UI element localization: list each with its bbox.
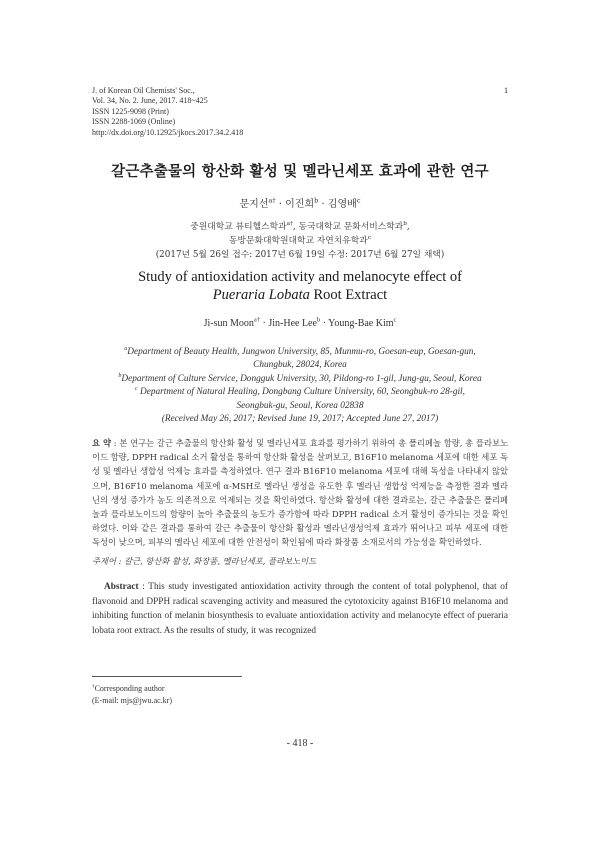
english-title-line1: Study of antioxidation activity and melanocyte effect of (138, 269, 462, 285)
author-1-sup: a† (268, 196, 276, 205)
journal-name: J. of Korean Oil Chemists' Soc., (92, 86, 195, 95)
korean-title: 갈근추출물의 항산화 활성 및 멜라닌세포 효과에 관한 연구 (111, 163, 489, 180)
journal-header (92, 86, 243, 138)
folio-page-number: - 418 - (286, 738, 314, 749)
english-author-1-sup: a† (253, 316, 261, 324)
affil-b: Department of Culture Service, Dongguk University, 30, Pildong-ro 1-gil, Jung-gu, Seoul, Korea (121, 373, 482, 384)
issn-print: ISSN 1225-9098 (Print) (92, 106, 169, 116)
english-author-3: · Young-Bae Kim (320, 318, 394, 329)
issn-online: ISSN 2288-1069 (Online) (92, 117, 176, 127)
korean-affil-1c: , (406, 222, 410, 232)
korean-affil-1-sup: a† (286, 221, 293, 228)
korean-abstract-label: 요 약 (92, 438, 112, 448)
korean-authors (60, 195, 540, 210)
affil-a-line2: Chungbuk, 28024, Korea (253, 360, 347, 371)
korean-affil-1b-sup: b (403, 221, 407, 228)
korean-abstract-text: : 본 연구는 갈근 추출물의 항산화 활성 및 멜라닌세포 효과를 평가하기 위하여 총 폴리페놀 함량, 총 플라보노이드 함량, DPPH radical 소거 활성을 통하여 항산화 활성을 살펴보고, B16F10 melanoma 세포에 대한 세포 독성 및 멜라닌 생합성 억제능 효과를 측정하였다. 연구 결과 B16F10 melanoma 세포에 대해 독성을 나타내지 않았으며, B16F10 melanoma 세포에 α-MSH로 멜라닌 생성을 유도한 후 멜라닌 생합성 억제능을 측정한 결과 멜라닌의 생성 증가가 농도 의존적으로 억제되는 것을 확인하였다. 항산화 활성에 대한 결과로는, 갈근 추출물은 폴리페놀과 플라보노이드의 함량이 높아 추출물의 농도가 증가함에 따라 DPPH radical 소거 활성이 증가되는 것을 확인하였다. 이와 같은 결과를 통하여 갈근 추출물이 항산화 활성과 멜라닌생성억제 효과가 뛰어나고 피부 세포에 대한 독성이 낮으며, 피부의 멜라닌 세포에 대한 안전성이 확인됨에 따라 화장품 소재로서의 가능성을 확인하였다. (92, 438, 508, 548)
korean-dates: (2017년 5월 26일 접수: 2017년 6월 19일 수정: 2017년 6월 27일 채택) (155, 250, 445, 260)
english-abstract-text: : This study investigated antioxidation activity through the content of total polyphenol, that of flavonoid and DPPH radical scavenging activity and measured the cytotoxicity against B16F10 melanoma and inhibiting function of melanin biosynthesis to evaluate antioxidation activity and melanocyte effect of pueraria lobata root extract. As the results of study, it was recognized (92, 582, 508, 636)
journal-volume: Vol. 34, No. 2. June, 2017. 418~425 (92, 96, 208, 106)
footnote-corresponding: Corresponding author (94, 684, 165, 693)
page-number: 1 (504, 86, 508, 95)
footnote-mark: † (92, 683, 95, 690)
english-author-1: Ji-sun Moon (203, 318, 254, 329)
english-author-3-sup: c (393, 316, 397, 324)
author-3-sup: c (356, 196, 361, 205)
korean-affil-1b: , 동국대학교 문화서비스학과 (292, 222, 404, 232)
korean-affil-2-sup: c (367, 235, 371, 242)
korean-affiliations (60, 220, 540, 262)
footnote-email: (E-mail: mjs@jwu.ac.kr) (92, 696, 173, 705)
korean-author-3: · 김영배 (318, 199, 357, 210)
korean-author-2: · 이진희 (275, 199, 315, 210)
affil-a-sup: a (124, 345, 128, 352)
affil-c-sup: c (135, 386, 138, 393)
korean-author-1: 문지선 (239, 199, 269, 210)
affil-c-line1: Department of Natural Healing, Dongbang Culture University, 60, Seongbuk-ro 28-gil, (137, 387, 465, 398)
english-author-2-sup: b (316, 316, 321, 324)
korean-affil-2: 동방문화대학원대학교 자연치유학과 (229, 236, 368, 246)
english-dates: (Received May 26, 2017; Revised June 19, 2017; Accepted June 27, 2017) (161, 414, 439, 425)
affil-a-line1: Department of Beauty Health, Jungwon University, 85, Munmu-ro, Goesan-eup, Goesan-gun, (127, 347, 476, 357)
footnote (92, 683, 172, 707)
affil-b-sup: b (118, 372, 122, 379)
korean-affil-1: 중원대학교 뷰티헬스학과 (190, 222, 287, 232)
english-abstract (92, 580, 508, 638)
author-2-sup: b (314, 196, 319, 205)
korean-abstract (92, 436, 508, 550)
english-author-2: · Jin-Hee Lee (260, 318, 317, 329)
affil-c-line2: Seongbuk-gu, Seoul, Korea 02838 (236, 400, 364, 411)
english-title-rest: Root Extract (309, 287, 388, 303)
doi-link[interactable]: http://dx.doi.org/10.12925/jkocs.2017.34.2.418 (92, 127, 244, 137)
english-authors (60, 318, 540, 329)
english-abstract-label: Abstract (104, 582, 139, 592)
footnote-divider (92, 676, 242, 677)
english-affiliations (60, 346, 540, 426)
korean-keywords: 주제어 : 갈근, 항산화 활성, 화장품, 멜라닌세포, 플라보노이드 (92, 556, 317, 566)
english-title-species: Pueraria Lobata (212, 287, 310, 303)
english-title (60, 268, 540, 304)
